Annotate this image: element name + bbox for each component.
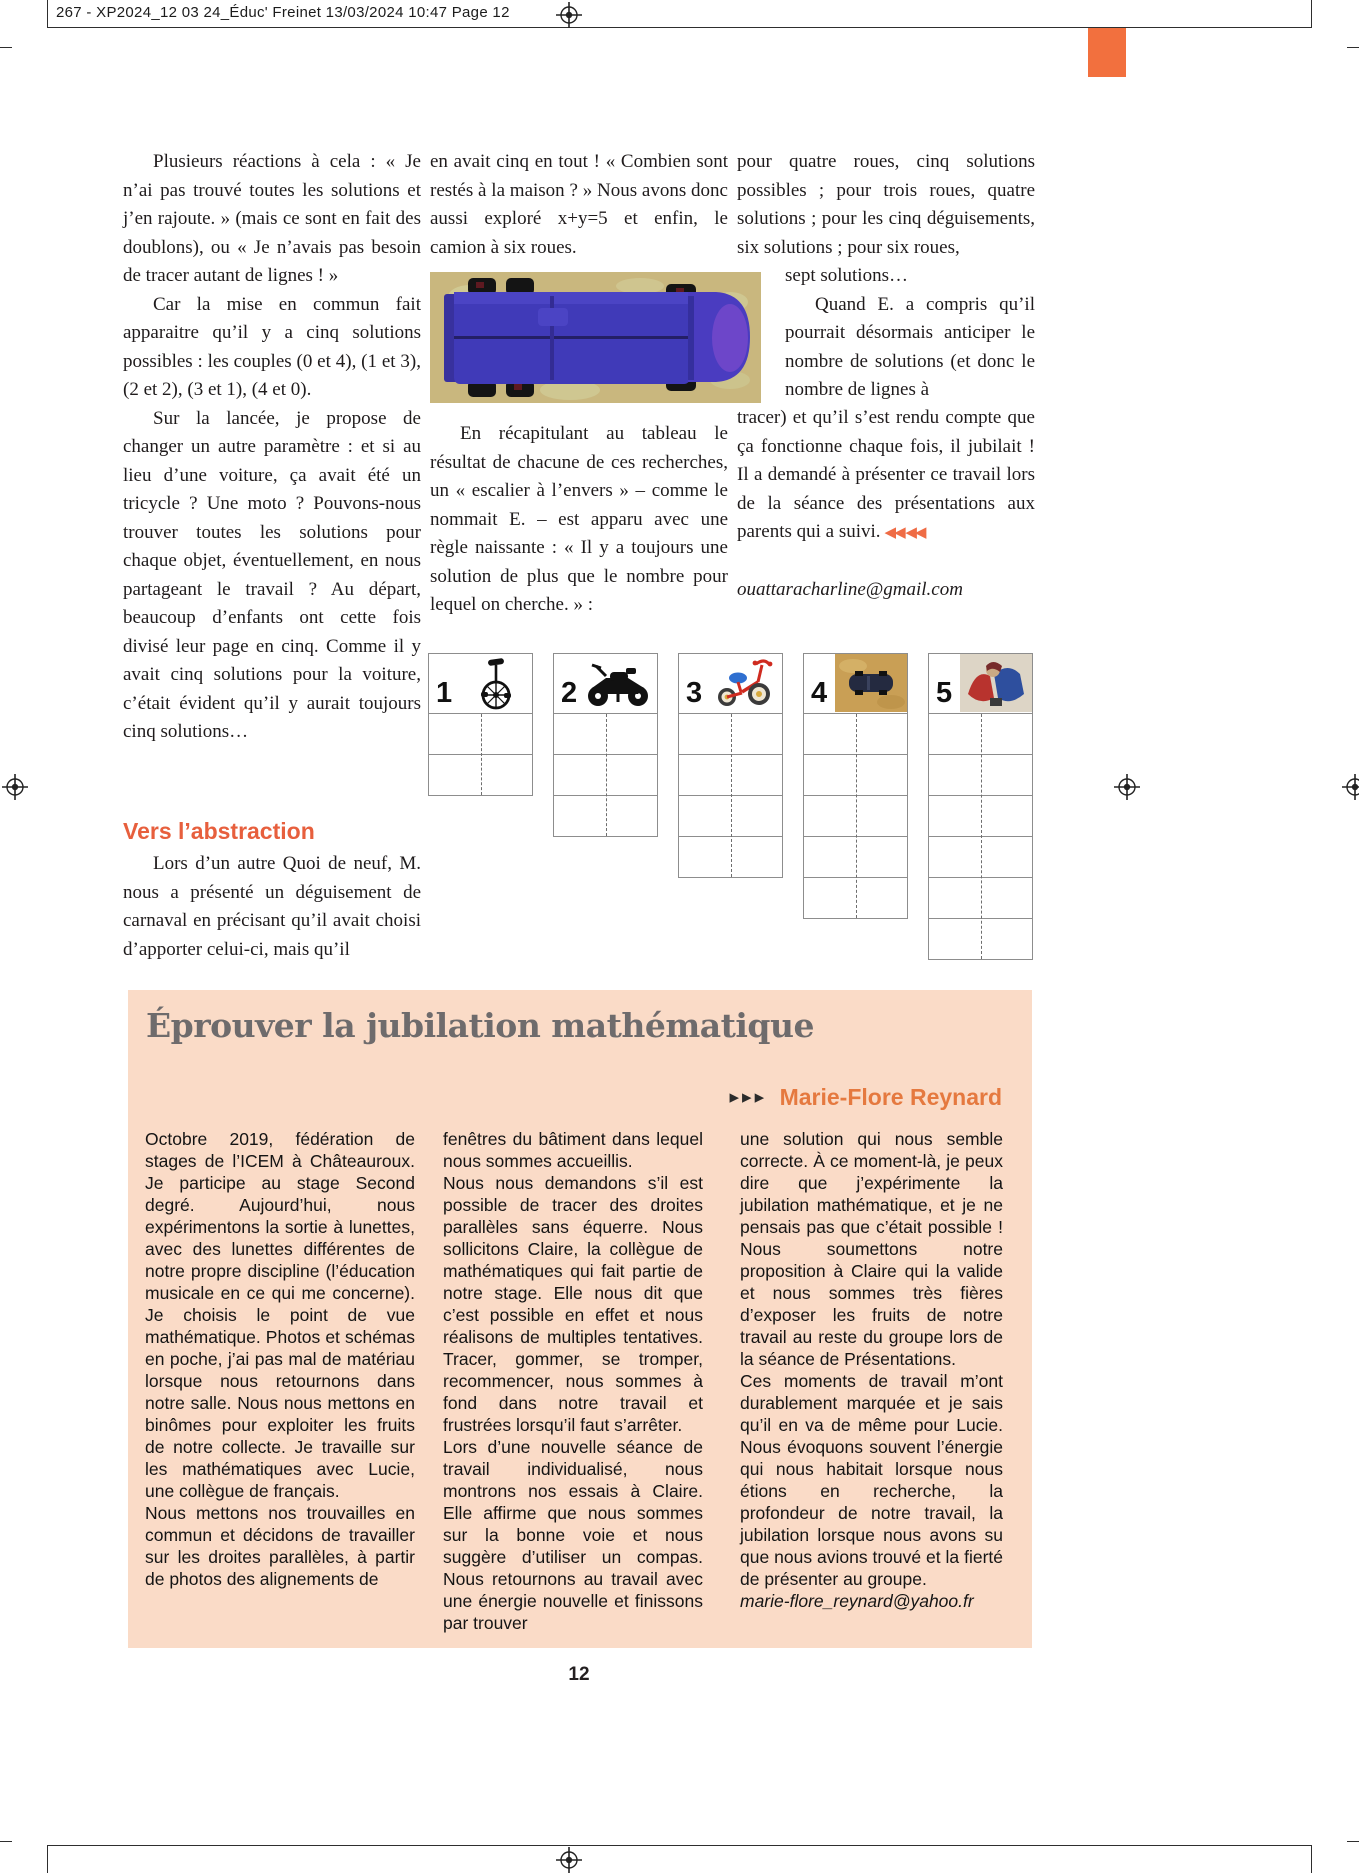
answer-row bbox=[679, 714, 782, 755]
paragraph: En récapitulant au tableau le résultat de chacune de ces recherches, un « escalier à l’envers » – comme le nommait E. – est apparu avec une règle naissante : « Il y a toujours une solution de plus que le nombre pour lequel on cherche. » : bbox=[430, 423, 728, 615]
article-column-3-wrapped bbox=[785, 262, 1035, 405]
tricycle-icon bbox=[712, 656, 778, 711]
paragraph: Plusieurs réactions à cela : « Je n’ai pas trouvé toutes les solutions et j’en rajoute. » (mais ce sont en fait des doublons), ou « Je n’avais pas besoin de tracer autant de lignes ! » bbox=[123, 151, 421, 286]
vehicle-number: 1 bbox=[436, 677, 453, 709]
vehicle-number: 3 bbox=[686, 677, 703, 709]
article-column-3 bbox=[737, 148, 1035, 262]
answer-rows bbox=[929, 714, 1032, 959]
answer-row bbox=[929, 796, 1032, 837]
panel-column-2 bbox=[443, 1128, 703, 1634]
answer-row bbox=[554, 755, 657, 796]
paragraph: Octobre 2019, fédération de stages de l’ICEM à Châteauroux. Je participe au stage Second degré. Aujourd’hui, nous expérimentons la sortie à lunettes, avec des lunettes différentes de notre propre discipline (l’éducation musicale en ce qui me concerne). Je choisis le point de vue mathématique. Photos et schémas en poche, j’ai pas mal de matériau lorsque nous retournons dans notre salle. Nous nous mettons en binômes pour exploiter les fruits de notre collecte. Je travaille sur les mathématiques avec Lucie, une collègue de français. bbox=[145, 1129, 415, 1501]
worksheet-box-5 bbox=[928, 653, 1033, 960]
worksheet-header bbox=[554, 654, 657, 714]
answer-row bbox=[429, 714, 532, 755]
paragraph: Car la mise en commun fait apparaitre qu’il y a cinq solutions possibles : les couples (0 et 4), (1 et 3), (2 et 2), (3 et 1), (4 et 0). bbox=[123, 293, 421, 400]
article-column-1-continued bbox=[123, 850, 421, 964]
paragraph: Nous nous demandons s’il est possible de tracer des droites parallèles sans équerre. Nous sollicitons Claire, la collègue de mathématiques qui fait partie de notre stage. Elle nous dit que c’est possible en effet et nous réalisons de multiples tentatives. Tracer, gommer, se tromper, recommencer, nous sommes à fond dans notre travail et frustrées lorsqu’il faut s’arrêter. bbox=[443, 1173, 703, 1435]
author-email: ouattaracharline@gmail.com bbox=[737, 579, 963, 600]
author-byline bbox=[730, 1084, 1002, 1111]
panel-column-1 bbox=[145, 1128, 415, 1590]
registration-mark-icon bbox=[1114, 774, 1140, 800]
answer-row bbox=[929, 837, 1032, 878]
paragraph: Quand E. a compris qu’il pourrait désormais anticiper le nombre de solutions (et donc le nombre de lignes à bbox=[785, 293, 1035, 400]
crop-mark bbox=[0, 47, 12, 48]
answer-row bbox=[804, 755, 907, 796]
feature-panel bbox=[128, 990, 1032, 1648]
crop-mark bbox=[1311, 0, 1312, 27]
worksheet-box-2 bbox=[553, 653, 658, 837]
paragraph: Ces moments de travail m’ont durablement marquée et je sais qu’il en va de même pour Lucie. Nous évoquons souvent l’énergie qui nous habitait lorsque nous étions en recherche, la profondeur de notre travail, la jubilation lorsque nous avons su que nous avions trouvé et la fierté de présenter au groupe. bbox=[740, 1371, 1003, 1589]
answer-row bbox=[554, 796, 657, 836]
crop-mark bbox=[47, 1845, 1312, 1846]
paragraph-text: tracer) et qu’il s’est rendu compte que ça fonctionne chaque fois, il jubilait ! Il a demandé à présenter ce travail lors de la séance des présentations aux parents qui a suivi. bbox=[737, 407, 1035, 542]
worksheet-box-3 bbox=[678, 653, 783, 878]
worksheet-header bbox=[429, 654, 532, 714]
vehicle-number: 4 bbox=[811, 677, 828, 709]
answer-row bbox=[554, 714, 657, 755]
paragraph: Sur la lancée, je propose de changer un autre paramètre : et si au lieu d’une voiture, ça avait été un tricycle ? Une moto ? Pouvons-nous trouver toutes les solutions pour chaque objet, éventuellement, en nous partageant le travail ? Au départ, beaucoup d’enfants ont cette fois divisé leur page en cinq. Comme il y avait cinq solutions pour la voiture, c’était évident qu’il y aurait toujours cinq solutions… bbox=[123, 407, 421, 742]
registration-mark-icon bbox=[2, 774, 28, 800]
paragraph: sept solutions… bbox=[785, 265, 908, 286]
answer-row bbox=[929, 919, 1032, 959]
registration-mark-icon bbox=[1342, 774, 1359, 800]
motorcycle-icon bbox=[582, 660, 654, 708]
author-name: Marie-Flore Reynard bbox=[779, 1084, 1002, 1110]
page-number: 12 bbox=[568, 1664, 590, 1685]
toy-car-photo bbox=[835, 654, 907, 712]
crop-mark bbox=[1347, 1841, 1359, 1842]
proof-slug: 267 - XP2024_12 03 24_Éduc' Freinet 13/03/2024 10:47 Page 12 bbox=[56, 4, 510, 21]
paragraph: une solution qui nous semble correcte. À ce moment-là, je peux dire que j’expérimente la jubilation mathématique, et je ne pensais pas que c’était possible ! Nous soumettons notre proposition à Claire qui la valide et nous sommes très fières d’exposer les fruits de notre travail au reste du groupe lors de la séance de Présentations. bbox=[740, 1129, 1003, 1369]
crop-mark bbox=[1311, 1845, 1312, 1873]
worksheet-box-1 bbox=[428, 653, 533, 796]
answer-rows bbox=[554, 714, 657, 836]
article-column-3-continued bbox=[737, 404, 1035, 548]
author-email: marie-flore_reynard@yahoo.fr bbox=[740, 1591, 974, 1611]
answer-row bbox=[929, 755, 1032, 796]
section-heading: Vers l’abstraction bbox=[123, 818, 315, 844]
answer-row bbox=[679, 796, 782, 837]
worksheet-header bbox=[679, 654, 782, 714]
crop-mark bbox=[47, 0, 48, 27]
crop-mark bbox=[1347, 47, 1359, 48]
paragraph: fenêtres du bâtiment dans lequel nous sommes accueillis. bbox=[443, 1129, 703, 1171]
answer-rows bbox=[679, 714, 782, 877]
costume-photo bbox=[960, 654, 1032, 712]
answer-row bbox=[929, 714, 1032, 755]
vehicle-number: 5 bbox=[936, 677, 953, 709]
panel-title: Éprouver la jubilation mathématique bbox=[146, 1006, 814, 1045]
worksheet-header bbox=[804, 654, 907, 714]
ink-color-swatch bbox=[1088, 28, 1126, 77]
answer-row bbox=[804, 878, 907, 918]
paragraph bbox=[737, 404, 1035, 548]
answer-row bbox=[679, 755, 782, 796]
answer-row bbox=[429, 755, 532, 795]
answer-row bbox=[679, 837, 782, 877]
paragraph: Lors d’un autre Quoi de neuf, M. nous a présenté un déguisement de carnaval en précisant qu’il avait choisi d’apporter celui-ci, mais qu’il bbox=[123, 853, 421, 960]
crop-mark bbox=[47, 1845, 48, 1873]
paragraph: en avait cinq en tout ! « Combien sont restés à la maison ? » Nous avons donc aussi exploré x+y=5 et enfin, le camion à six roues. bbox=[430, 151, 728, 258]
unicycle-icon bbox=[474, 657, 518, 711]
answer-row bbox=[804, 714, 907, 755]
answer-rows bbox=[804, 714, 907, 918]
worksheet-header bbox=[929, 654, 1032, 714]
worksheet-box-4 bbox=[803, 653, 908, 919]
answer-row bbox=[804, 837, 907, 878]
paragraph: Lors d’une nouvelle séance de travail individualisé, nous montrons nos essais à Claire. Elle affirme que nous sommes sur la bonne voie et nous suggère d’utiliser un compas. Nous retournons au travail avec une énergie nouvelle et finissons par trouver bbox=[443, 1437, 703, 1633]
article-column-2 bbox=[430, 148, 728, 262]
answer-rows bbox=[429, 714, 532, 795]
end-of-article-arrows-icon: ◀◀ ◀◀ bbox=[884, 525, 925, 541]
paragraph: pour quatre roues, cinq solutions possibles ; pour trois roues, quatre solutions ; pour les cinq déguisements, six solutions ; pour six roues, bbox=[737, 151, 1035, 258]
panel-column-3 bbox=[740, 1128, 1003, 1612]
answer-row bbox=[804, 796, 907, 837]
paragraph: Nous mettons nos trouvailles en commun et décidons de travailler sur les droites parallèles, à partir de photos des alignements de bbox=[145, 1503, 415, 1589]
registration-mark-icon bbox=[556, 1847, 582, 1873]
article-column-2-continued bbox=[430, 420, 728, 620]
crop-mark bbox=[0, 1841, 12, 1842]
byline-arrows-icon: ▸▸▸ bbox=[729, 1087, 768, 1108]
registration-mark-icon bbox=[556, 2, 582, 28]
toy-truck-photo bbox=[430, 272, 761, 403]
article-column-1 bbox=[123, 148, 421, 747]
answer-row bbox=[929, 878, 1032, 919]
vehicle-number: 2 bbox=[561, 677, 578, 709]
